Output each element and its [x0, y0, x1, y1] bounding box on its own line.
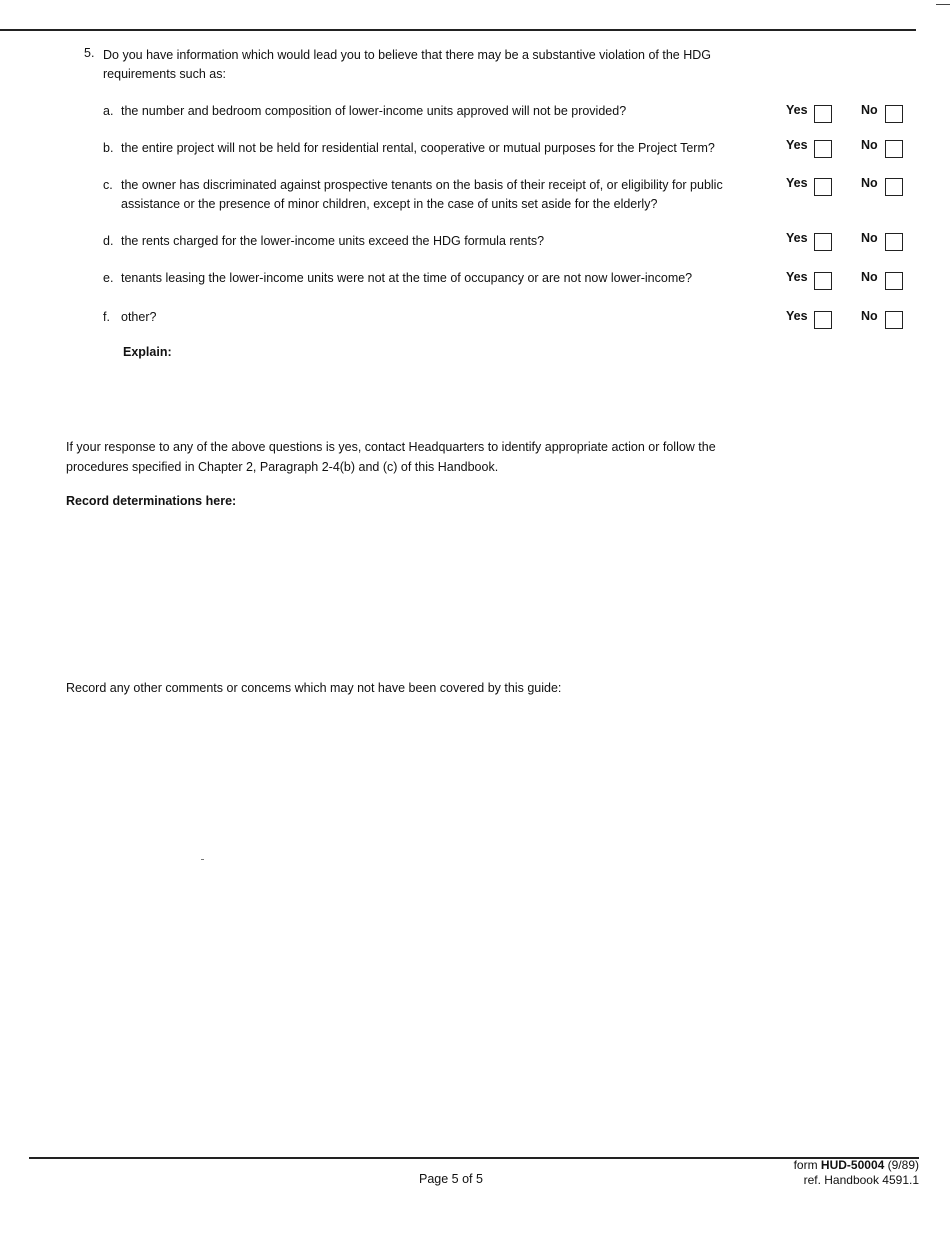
no-checkbox-d[interactable] — [885, 233, 903, 251]
yes-checkbox-e[interactable] — [814, 272, 832, 290]
yes-checkbox-f[interactable] — [814, 311, 832, 329]
form-identifier — [794, 1158, 919, 1188]
no-checkbox-c[interactable] — [885, 178, 903, 196]
no-label-b: No — [861, 138, 878, 152]
item-f — [103, 308, 753, 327]
form-date: (9/89) — [887, 1158, 919, 1172]
item-e — [103, 269, 753, 288]
item-letter: e. — [103, 271, 114, 285]
item-letter: d. — [103, 234, 114, 248]
top-rule — [0, 29, 916, 31]
record-determinations-label: Record determinations here: — [66, 494, 237, 508]
form-prefix: form — [793, 1158, 818, 1172]
no-checkbox-f[interactable] — [885, 311, 903, 329]
yes-label-c: Yes — [786, 176, 808, 190]
item-text: other? — [121, 310, 157, 324]
question-text: Do you have information which would lead you to believe that there may be a substantive violation of the HDG requirements such as: — [103, 48, 711, 81]
bottom-rule — [29, 1157, 919, 1159]
item-c — [103, 176, 763, 214]
form-number: HUD-50004 — [820, 1158, 885, 1172]
yes-label-f: Yes — [786, 309, 808, 323]
question-number: 5. — [84, 46, 95, 60]
other-comments-label: Record any other comments or concems which may not have been covered by this guide: — [66, 681, 562, 695]
page-number: Page 5 of 5 — [419, 1172, 483, 1186]
instruction-paragraph: If your response to any of the above questions is yes, contact Headquarters to identify appropriate action or follow the procedures specified in Chapter 2, Paragraph 2-4(b) and (c) of this Handbook. — [66, 440, 716, 474]
yes-checkbox-c[interactable] — [814, 178, 832, 196]
no-label-d: No — [861, 231, 878, 245]
no-checkbox-e[interactable] — [885, 272, 903, 290]
no-label-f: No — [861, 309, 878, 323]
yes-label-e: Yes — [786, 270, 808, 284]
item-d — [103, 232, 753, 251]
no-label-a: No — [861, 103, 878, 117]
yes-checkbox-a[interactable] — [814, 105, 832, 123]
yes-checkbox-b[interactable] — [814, 140, 832, 158]
yes-label-b: Yes — [786, 138, 808, 152]
yes-label-d: Yes — [786, 231, 808, 245]
item-text: the owner has discriminated against prospective tenants on the basis of their receipt of, or eligibility for public — [121, 178, 723, 192]
item-text: tenants leasing the lower-income units were not at the time of occupancy or are not now lower-income? — [121, 271, 693, 285]
item-letter: c. — [103, 178, 113, 192]
stray-mark — [201, 859, 204, 860]
item-letter: b. — [103, 141, 114, 155]
explain-label: Explain: — [123, 345, 172, 359]
top-edge-mark — [936, 4, 950, 5]
item-text-continued: assistance or the presence of minor children, except in the case of units set aside for the elderly? — [121, 197, 658, 211]
item-text: the entire project will not be held for residential rental, cooperative or mutual purposes for the Project Term? — [121, 141, 715, 155]
item-b — [103, 139, 753, 158]
handbook-reference: ref. Handbook 4591.1 — [803, 1173, 919, 1187]
form-number-line — [794, 1158, 919, 1173]
item-text: the rents charged for the lower-income units exceed the HDG formula rents? — [121, 234, 545, 248]
no-label-c: No — [861, 176, 878, 190]
yes-checkbox-d[interactable] — [814, 233, 832, 251]
no-checkbox-a[interactable] — [885, 105, 903, 123]
no-checkbox-b[interactable] — [885, 140, 903, 158]
item-text: the number and bedroom composition of lower-income units approved will not be provided? — [121, 104, 627, 118]
item-a — [103, 102, 753, 121]
no-label-e: No — [861, 270, 878, 284]
item-letter: a. — [103, 104, 114, 118]
yes-label-a: Yes — [786, 103, 808, 117]
item-letter: f. — [103, 310, 110, 324]
